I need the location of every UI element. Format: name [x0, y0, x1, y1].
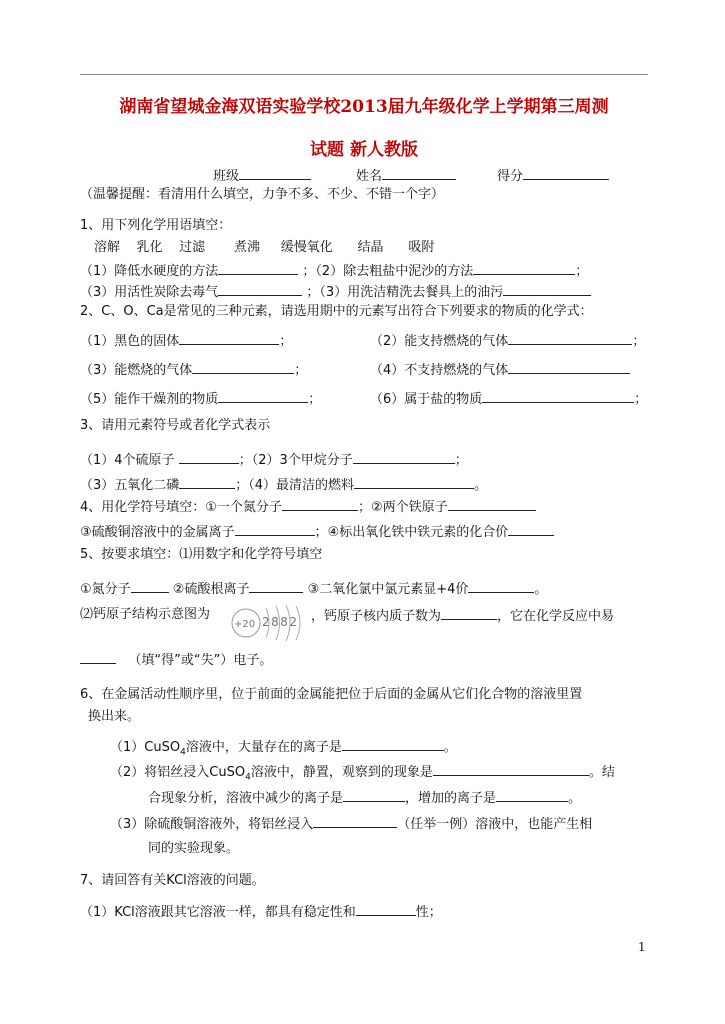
calcium-atom-diagram [228, 600, 306, 646]
q3-a-blank[interactable] [179, 450, 239, 464]
header-rule [80, 74, 648, 75]
q6-p3b: （任举一例）溶液中，也能产生相 [397, 817, 593, 832]
q5-a-text: ①氮分子 [80, 582, 131, 597]
q4-b-blank[interactable] [448, 497, 536, 511]
q3-b-blank[interactable] [353, 450, 455, 464]
q1-b-text: ；（2）除去粗盐中泥沙的方法 [302, 264, 474, 279]
q6-p3-blank[interactable] [313, 814, 397, 828]
q5-line-a [80, 579, 547, 599]
q1-option: 过滤 [179, 240, 206, 255]
q6-p1sub: 4 [180, 747, 186, 758]
q6-part-3 [110, 814, 592, 834]
q1-options [94, 239, 434, 257]
class-field [213, 166, 311, 186]
q2-i1-blank[interactable] [179, 331, 279, 345]
q2-i1-text: （1）黑色的固体 [80, 334, 180, 349]
name-label: 姓名 [356, 169, 383, 184]
q5-e-blank[interactable] [80, 650, 116, 664]
q2-semi: ； [294, 363, 308, 378]
q4-line-b [80, 522, 554, 542]
q2-i3-blank[interactable] [192, 360, 294, 374]
q6-p2sub: 4 [245, 772, 251, 783]
q1-c-text: （3）用活性炭除去毒气 [80, 285, 219, 300]
q3-d-end: 。 [474, 478, 488, 493]
q1-b-blank[interactable] [473, 261, 575, 275]
q5-d2-text: ，钙原子核内质子数为 [311, 609, 442, 624]
q7-a-text: （1）KCl溶液跟其它溶液一样，都具有稳定性和 [80, 905, 356, 920]
q5-b-blank[interactable] [249, 579, 303, 593]
q1-a-blank[interactable] [218, 261, 298, 275]
q2-item-2 [370, 331, 645, 351]
q2-i5-blank[interactable] [218, 389, 308, 403]
q2-item-1 [80, 331, 292, 351]
q1-line-b [80, 282, 591, 302]
q6-p2c: 合现象分析，溶液中减少的离子是 [148, 791, 344, 806]
q6-stem-2: 换出来。 [88, 709, 141, 724]
q3-b-end: ； [454, 453, 468, 468]
q1-d-blank[interactable] [503, 282, 591, 296]
q2-i2-text: （2）能支持燃烧的气体 [370, 334, 509, 349]
q4-stem: 4、用化学符号填空：①一个氮分子 [80, 500, 282, 515]
shell-electrons: 2882 [262, 615, 299, 629]
q3-a-text: （1）4个硫原子 [80, 453, 175, 468]
q4-a-end: ；②两个铁原子 [357, 500, 448, 515]
q2-item-6 [370, 389, 647, 409]
q1-option: 煮沸 [234, 240, 261, 255]
q3-line-b [80, 475, 487, 495]
q1-option: 缓慢氧化 [280, 240, 333, 255]
q1-d-text: ；（3）用洗洁精洗去餐具上的油污 [306, 285, 504, 300]
q7-a-blank[interactable] [356, 902, 416, 916]
q4-b-text: ③硫酸铜溶液中的金属离子 [80, 525, 235, 540]
q1-a-text: （1）降低水硬度的方法 [80, 264, 219, 279]
score-label: 得分 [497, 169, 524, 184]
q6-p2b: 溶液中，静置，观察到的现象是 [250, 765, 433, 780]
q2-i3-text: （3）能燃烧的气体 [80, 363, 193, 378]
class-blank[interactable] [239, 166, 311, 180]
q1-line-a [80, 261, 588, 281]
q5-c-blank[interactable] [468, 579, 534, 593]
q3-line-a [80, 450, 468, 470]
q2-item-4 [370, 360, 630, 380]
q6-p2end: 。结 [588, 765, 615, 780]
q5-d-blank[interactable] [441, 606, 497, 620]
page-number: 1 [638, 940, 646, 954]
q5-e-text: （填“得”或“失”）电子。 [128, 653, 273, 668]
q2-semi: ； [632, 334, 646, 349]
q1-stem: 1、用下列化学用语填空： [80, 218, 232, 233]
q2-i4-text: （4）不支持燃烧的气体 [370, 363, 509, 378]
q6-p1b: 溶液中，大量存在的离子是 [185, 740, 342, 755]
q7-stem: 7、请回答有关KCl溶液的问题。 [80, 873, 265, 888]
q6-p1end: 。 [443, 740, 457, 755]
q6-p2a: （2）将铝丝浸入CuSO [110, 765, 246, 780]
q6-part-3-cont: 同的实验现象。 [148, 841, 240, 856]
q5-c-end: 。 [534, 582, 548, 597]
class-label: 班级 [213, 169, 240, 184]
q6-p2d-blank[interactable] [496, 788, 568, 802]
q3-d-text: ；（4）最清洁的燃料 [235, 478, 355, 493]
q6-part-2-cont [148, 788, 581, 808]
q5-line-d2 [311, 606, 614, 626]
q2-semi: ； [634, 392, 648, 407]
q6-part-2 [110, 762, 615, 787]
q5-line-d1: ⑵钙原子结构示意图为 [80, 607, 211, 622]
q6-part-1 [110, 737, 457, 762]
reminder-text: （温馨提醒：看清用什么填空，力争不多、不少、不错一个字） [80, 187, 445, 202]
q5-stem: 5、按要求填空：⑴用数字和化学符号填空 [80, 547, 323, 562]
q7-a-end: 性； [415, 905, 442, 920]
q3-b-text: ；（2）3个甲烷分子 [238, 453, 353, 468]
q6-p2d: ，增加的离子是 [405, 791, 497, 806]
q4-d-blank[interactable] [508, 522, 554, 536]
q4-c-blank[interactable] [235, 522, 315, 536]
q2-i5-text: （5）能作干燥剂的物质 [80, 392, 219, 407]
q1-b-end: ； [575, 264, 589, 279]
q3-c-blank[interactable] [179, 475, 235, 489]
q1-option: 乳化 [136, 240, 163, 255]
q4-b-mid: ；④标出氧化铁中铁元素的化合价 [314, 525, 509, 540]
q6-p1a: （1）CuSO [110, 740, 181, 755]
q2-stem: 2、C、O、Ca是常见的三种元素，请选用期中的元素写出符合下列要求的物质的化学式： [80, 304, 593, 319]
q5-d3-text: ，它在化学反应中易 [497, 609, 615, 624]
q6-p2-blank[interactable] [433, 762, 589, 776]
q2-semi: ； [279, 334, 293, 349]
nucleus-charge: +20 [234, 619, 256, 630]
q4-line-a [80, 497, 536, 517]
q2-item-3 [80, 360, 307, 380]
q2-i4-blank[interactable] [508, 360, 630, 374]
q6-p1-blank[interactable] [342, 737, 444, 751]
q5-c-text: ③二氧化氯中氯元素显+4价 [307, 582, 469, 597]
q3-stem: 3、请用元素符号或者化学式表示 [80, 418, 271, 433]
q5-line-e [80, 650, 272, 670]
page-title-line2: 试题 新人教版 [310, 140, 418, 160]
q2-semi: ； [308, 392, 322, 407]
q1-option: 结晶 [357, 240, 384, 255]
score-blank[interactable] [523, 166, 609, 180]
q6-stem-1: 6、在金属活动性顺序里，位于前面的金属能把位于后面的金属从它们化合物的溶液里置 [80, 687, 583, 702]
q1-c-blank[interactable] [218, 282, 302, 296]
q1-option: 吸附 [408, 240, 435, 255]
q2-item-5 [80, 389, 321, 409]
q2-i6-blank[interactable] [482, 389, 634, 403]
q5-b-text: ②硫酸根离子 [172, 582, 250, 597]
q2-i2-blank[interactable] [508, 331, 632, 345]
q5-a-blank[interactable] [131, 579, 169, 593]
q6-p2e: 。 [568, 791, 582, 806]
q6-p2c-blank[interactable] [343, 788, 405, 802]
page-title-line1: 湖南省望城金海双语实验学校2013届九年级化学上学期第三周测 [119, 97, 609, 117]
q3-c-text: （3）五氧化二磷 [80, 478, 180, 493]
score-field [497, 166, 609, 186]
q7-part-1 [80, 902, 442, 922]
q1-option: 溶解 [94, 240, 121, 255]
q4-a-blank[interactable] [282, 497, 358, 511]
name-field [356, 166, 456, 186]
q6-p3a: （3）除硫酸铜溶液外，将铝丝浸入 [110, 817, 314, 832]
q2-i6-text: （6）属于盐的物质 [370, 392, 483, 407]
name-blank[interactable] [382, 166, 456, 180]
q3-d-blank[interactable] [354, 475, 474, 489]
